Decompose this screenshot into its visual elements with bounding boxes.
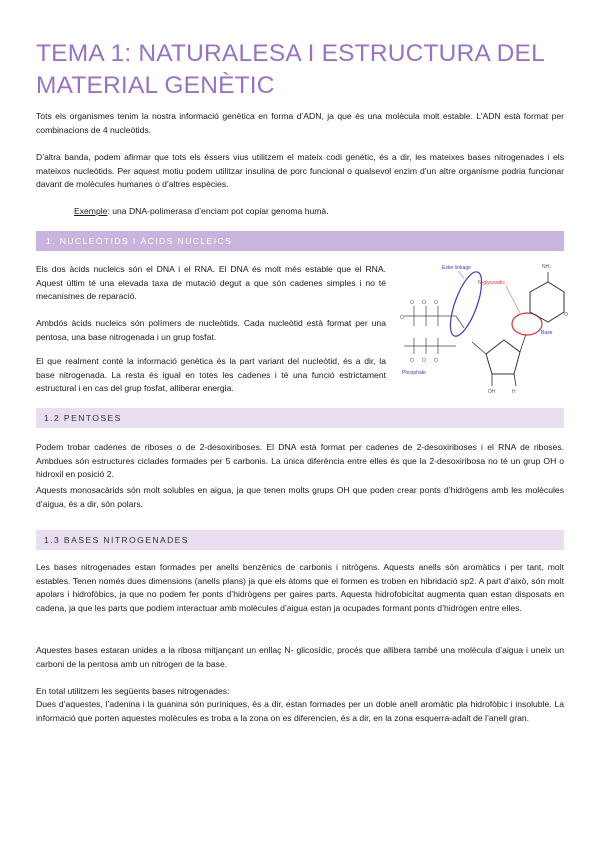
example-label: Exemple: [74, 206, 108, 216]
svg-text:O: O: [422, 300, 426, 306]
ester-label: Ester linkage: [442, 265, 471, 271]
svg-text:OH: OH: [488, 389, 496, 395]
svg-text:H: H: [512, 389, 516, 395]
glyco-label: N-glycosidic: [478, 280, 505, 286]
page-title: TEMA 1: NATURALESA I ESTRUCTURA DEL MATERIAL GENÈTIC: [36, 40, 545, 99]
section-1-2-paragraph-2: Aquests monosacàrids són molt solubles en aigua, ja que tenen molts grups OH que poden crear ponts d’hidrògens amb les molècules d’aigua, és a dir, són polars.: [36, 485, 564, 509]
section-1-3-paragraph-3: En total utilitzem les següents bases nitrogenades:: [36, 686, 230, 696]
intro-paragraph-2: D’altra banda, podem afirmar que tots els éssers vius utilitzem el mateix codi genètic, és a dir, les mateixes bases nitrogenades i els mateixos nucleòtids. Per aquest motiu podem utilitzar insulina de porc funcional o qualsevol enzim d’un altre organisme podria funcionar davant de molècules humanes o d’altres espècies.: [36, 152, 564, 190]
section-1-2-header: [36, 408, 564, 428]
section-1-3-header: [36, 530, 564, 550]
section-1-paragraph-3: El que realment conté la informació genètica és la part variant del nucleòtid, és a dir, la base nitrogenada. La resta és igual en totes les cadenes i té una funció estrictament estructural i en cas del grup fosfat, alliberar energia.: [36, 356, 386, 394]
ester-linkage-circle: [444, 268, 488, 339]
svg-text:O: O: [564, 312, 568, 318]
svg-text:O: O: [410, 300, 414, 306]
section-1-header: [36, 231, 564, 251]
svg-text:O: O: [434, 300, 438, 306]
base-label: Base: [541, 330, 553, 336]
section-1-3-paragraph-2: Aquestes bases estaran unides a la ribosa mitjançant un enllaç N- glicosídic, procés que allibera també una molècula d’aigua i uneix un carboni de la pentosa amb un nitrogen de la base.: [36, 645, 564, 669]
section-1-2-heading: 1.2 PENTOSES: [44, 413, 122, 423]
svg-text:O: O: [422, 358, 426, 364]
nucleotide-structure-figure: [396, 258, 568, 406]
nh2-label: NH₂: [542, 264, 552, 270]
section-1-paragraph-2: Ambdós àcids nucleics són polímers de nucleòtids. Cada nucleòtid està format per una pentosa, una base nitrogenada i un grup fosfat.: [36, 318, 386, 342]
pentose-ring: [486, 340, 520, 374]
phosphate-label: Phosphate: [402, 370, 426, 376]
intro-paragraph-1: Tots els organismes tenim la nostra informació genètica en forma d’ADN, ja que és una molècula molt estable. L’ADN està format per combinacions de 4 nucleòtids.: [36, 111, 564, 135]
svg-text:O: O: [410, 358, 414, 364]
section-1-heading: 1. NUCLEÒTIDS I ÀCIDS NUCLEICS: [46, 236, 233, 246]
section-1-paragraph-1: Els dos àcids nucleics són el DNA i el RNA. El DNA és molt més estable que el RNA. Aquest últim té una elevada taxa de mutació degut a que són cadenes simples i no té mecanismes de reparació.: [36, 264, 386, 302]
section-1-3-paragraph-1: Les bases nitrogenades estan formades per anells benzènics de carbonis i nitrògens. Aquests anells són aromàtics i per tant, molt estables. Tenen només dues dimensions (anells plans) ja que els àtoms que el formen es troben en hibridació sp2. A part d’això, són molt apolars i hidrofòbics, ja que no podem fer ponts d’hidrògens per gaires parts. Aquesta hidrofobicitat augmenta quan estan disposats en cadena, ja que les parts que podiem interactuar amb molècules d’aigua estan ja ocupades formant ponts d’hidrògen entre elles.: [36, 562, 564, 613]
svg-text:O: O: [400, 315, 404, 321]
svg-text:O: O: [434, 358, 438, 364]
section-1-3-heading: 1.3 BASES NITROGENADES: [44, 535, 189, 545]
base-ring: [530, 282, 564, 322]
section-1-2-paragraph-1: Podem trobar cadenes de riboses o de 2-desoxiriboses. El DNA està format per cadenes de 2-desoxiriboses i el RNA de riboses. Ambdues són estructures ciclades formades per 5 carbonis. La única diferència entre elles és que la 2-desoxiribosa no té un grup OH o hidroxil en posició 2.: [36, 442, 564, 480]
example-line: [74, 205, 329, 218]
section-1-3-paragraph-4: Dues d’aquestes, l’adenina i la guanina són puríniques, és a dir, estan formades per un doble anell aromàtic pla hidrofòbic i insoluble. La informació que porten aquestes molècules es troba a la zona on es diferencien, és a dir, en la zona esquerra-adalt de l’anell gran.: [36, 699, 564, 723]
phosphate-chain: [404, 306, 464, 354]
example-text: : una DNA-polimerasa d’enciam pot copiar genoma humà.: [107, 206, 329, 216]
